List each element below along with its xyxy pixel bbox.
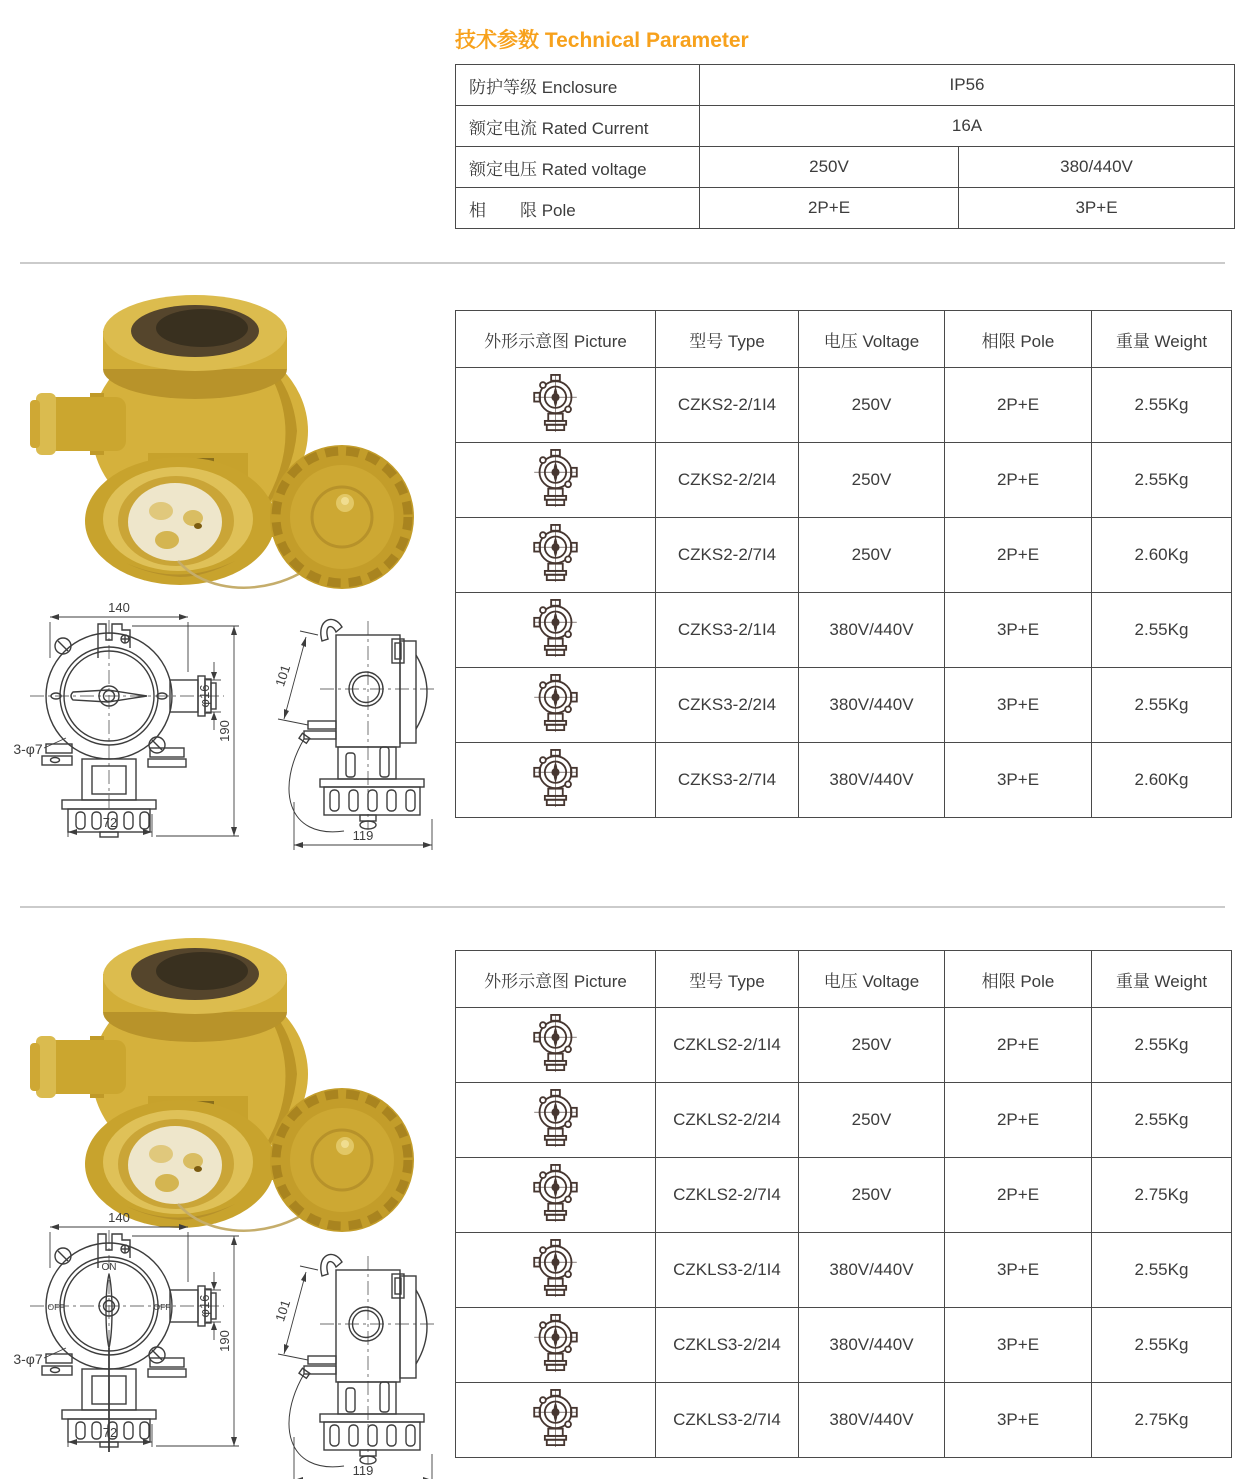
table-row <box>456 518 1232 593</box>
device-outline-icon <box>533 598 578 658</box>
side-view-drawing-czks <box>264 597 462 860</box>
picture-cell <box>456 593 656 668</box>
voltage-cell: 250V <box>799 368 945 443</box>
table-row <box>456 1308 1232 1383</box>
pole-cell: 3P+E <box>945 593 1092 668</box>
section-divider <box>20 262 1225 264</box>
column-header: 重量 Weight <box>1092 311 1232 368</box>
side-view-drawing-czkls <box>264 1232 462 1479</box>
device-outline-icon <box>533 1238 578 1298</box>
type-cell: CZKS2-2/7I4 <box>656 518 799 593</box>
table-row <box>456 593 1232 668</box>
pole-cell: 2P+E <box>945 1008 1092 1083</box>
weight-cell: 2.55Kg <box>1092 443 1232 518</box>
picture-cell <box>456 518 656 593</box>
type-cell: CZKS3-2/1I4 <box>656 593 799 668</box>
weight-cell: 2.55Kg <box>1092 368 1232 443</box>
column-header: 型号 Type <box>656 311 799 368</box>
weight-cell: 2.55Kg <box>1092 668 1232 743</box>
technical-parameter-table <box>455 64 1235 229</box>
spec-row <box>456 106 1235 147</box>
page-title: 技术参数 Technical Parameter <box>455 29 749 52</box>
spec-value: 250V <box>700 147 959 188</box>
svg-text:190: 190 <box>217 720 232 742</box>
svg-text:ON: ON <box>101 1262 117 1273</box>
picture-cell <box>456 1383 656 1458</box>
spec-value: 2P+E <box>700 188 959 229</box>
svg-text:101: 101 <box>272 1297 294 1324</box>
weight-cell: 2.55Kg <box>1092 1233 1232 1308</box>
column-header: 电压 Voltage <box>799 951 945 1008</box>
column-header: 相限 Pole <box>945 951 1092 1008</box>
front-view-drawing: 140 190 φ16 72 3-φ7 ON OFF OFF <box>10 596 262 848</box>
type-cell: CZKLS3-2/2I4 <box>656 1308 799 1383</box>
svg-text:72: 72 <box>102 815 118 830</box>
voltage-cell: 380V/440V <box>799 1308 945 1383</box>
device-outline-icon <box>533 1163 578 1223</box>
table-row <box>456 368 1232 443</box>
front-view-drawing-czkls <box>10 1206 262 1463</box>
column-header: 重量 Weight <box>1092 951 1232 1008</box>
svg-text:119: 119 <box>352 828 374 843</box>
product-table-czks <box>455 310 1232 818</box>
pole-cell: 2P+E <box>945 518 1092 593</box>
voltage-cell: 250V <box>799 1083 945 1158</box>
device-outline-icon <box>533 1388 578 1448</box>
front-view-drawing <box>10 1206 262 1458</box>
picture-cell <box>456 1308 656 1383</box>
type-cell: CZKS3-2/2I4 <box>656 668 799 743</box>
svg-text:140: 140 <box>108 600 130 615</box>
voltage-cell: 380V/440V <box>799 1383 945 1458</box>
column-header: 型号 Type <box>656 951 799 1008</box>
product-photo-image <box>30 924 425 1232</box>
device-outline-icon <box>533 1013 578 1073</box>
device-outline-icon <box>533 1313 578 1373</box>
svg-text:OFF: OFF <box>47 1302 65 1312</box>
pole-cell: 3P+E <box>945 1233 1092 1308</box>
type-cell: CZKS2-2/2I4 <box>656 443 799 518</box>
type-cell: CZKS3-2/7I4 <box>656 743 799 818</box>
column-header: 相限 Pole <box>945 311 1092 368</box>
picture-cell <box>456 1083 656 1158</box>
svg-text:φ16: φ16 <box>197 1294 212 1318</box>
column-header: 外形示意图 Picture <box>456 951 656 1008</box>
weight-cell: 2.75Kg <box>1092 1383 1232 1458</box>
pole-cell: 3P+E <box>945 743 1092 818</box>
table-row <box>456 1233 1232 1308</box>
spec-row <box>456 147 1235 188</box>
weight-cell: 2.55Kg <box>1092 1083 1232 1158</box>
svg-text:3-φ7: 3-φ7 <box>13 1351 43 1367</box>
front-view-drawing-czks <box>10 596 262 853</box>
product-photo-image <box>30 281 425 589</box>
section-divider <box>20 906 1225 908</box>
svg-text:101: 101 <box>272 662 294 689</box>
device-outline-icon <box>533 373 578 433</box>
svg-text:OFF: OFF <box>153 1302 171 1312</box>
weight-cell: 2.55Kg <box>1092 593 1232 668</box>
picture-cell <box>456 668 656 743</box>
column-header: 外形示意图 Picture <box>456 311 656 368</box>
table-row <box>456 443 1232 518</box>
header-row <box>456 951 1232 1008</box>
product-photo-czks <box>30 281 425 589</box>
spec-row <box>456 188 1235 229</box>
weight-cell: 2.60Kg <box>1092 518 1232 593</box>
svg-text:140: 140 <box>108 1210 130 1225</box>
column-header: 电压 Voltage <box>799 311 945 368</box>
weight-cell: 2.75Kg <box>1092 1158 1232 1233</box>
header-row <box>456 311 1232 368</box>
table-row <box>456 668 1232 743</box>
pole-cell: 2P+E <box>945 1083 1092 1158</box>
device-outline-icon <box>533 523 578 583</box>
weight-cell: 2.55Kg <box>1092 1008 1232 1083</box>
type-cell: CZKS2-2/1I4 <box>656 368 799 443</box>
table-row <box>456 743 1232 818</box>
spec-row <box>456 65 1235 106</box>
side-view-drawing <box>264 597 462 855</box>
weight-cell: 2.55Kg <box>1092 1308 1232 1383</box>
type-cell: CZKLS3-2/1I4 <box>656 1233 799 1308</box>
spec-label: 额定电流 Rated Current <box>456 106 700 147</box>
dimension-labels <box>272 663 373 843</box>
product-table-czkls <box>455 950 1232 1458</box>
pole-cell: 2P+E <box>945 368 1092 443</box>
type-cell: CZKLS2-2/7I4 <box>656 1158 799 1233</box>
table-row <box>456 1158 1232 1233</box>
spec-label: 相 限 Pole <box>456 188 700 229</box>
type-cell: CZKLS2-2/2I4 <box>656 1083 799 1158</box>
table-row <box>456 1083 1232 1158</box>
voltage-cell: 380V/440V <box>799 743 945 818</box>
svg-text:72: 72 <box>102 1425 118 1440</box>
device-outline-icon <box>533 1088 578 1148</box>
picture-cell <box>456 443 656 518</box>
pole-cell: 3P+E <box>945 668 1092 743</box>
pole-cell: 3P+E <box>945 1308 1092 1383</box>
spec-label: 额定电压 Rated voltage <box>456 147 700 188</box>
voltage-cell: 250V <box>799 443 945 518</box>
svg-text:3-φ7: 3-φ7 <box>13 741 43 757</box>
picture-cell <box>456 1008 656 1083</box>
type-cell: CZKLS2-2/1I4 <box>656 1008 799 1083</box>
voltage-cell: 250V <box>799 1008 945 1083</box>
device-outline-icon <box>533 748 578 808</box>
voltage-cell: 250V <box>799 518 945 593</box>
dimension-labels <box>272 1298 373 1478</box>
picture-cell <box>456 743 656 818</box>
spec-value: IP56 <box>700 65 1235 106</box>
spec-value: 380/440V <box>959 147 1235 188</box>
type-cell: CZKLS3-2/7I4 <box>656 1383 799 1458</box>
pole-cell: 2P+E <box>945 443 1092 518</box>
svg-text:190: 190 <box>217 1330 232 1352</box>
side-view-drawing <box>264 1232 462 1479</box>
voltage-cell: 380V/440V <box>799 1233 945 1308</box>
weight-cell: 2.60Kg <box>1092 743 1232 818</box>
table-row <box>456 1383 1232 1458</box>
spec-value: 16A <box>700 106 1235 147</box>
table-row <box>456 1008 1232 1083</box>
pole-cell: 3P+E <box>945 1383 1092 1458</box>
svg-text:φ16: φ16 <box>197 684 212 708</box>
device-outline-icon <box>533 673 578 733</box>
voltage-cell: 380V/440V <box>799 593 945 668</box>
picture-cell <box>456 1158 656 1233</box>
svg-text:119: 119 <box>352 1463 374 1478</box>
picture-cell <box>456 1233 656 1308</box>
picture-cell <box>456 368 656 443</box>
device-outline-icon <box>533 448 578 508</box>
product-photo-czkls <box>30 924 425 1232</box>
spec-label: 防护等级 Enclosure <box>456 65 700 106</box>
voltage-cell: 380V/440V <box>799 668 945 743</box>
spec-value: 3P+E <box>959 188 1235 229</box>
voltage-cell: 250V <box>799 1158 945 1233</box>
pole-cell: 2P+E <box>945 1158 1092 1233</box>
